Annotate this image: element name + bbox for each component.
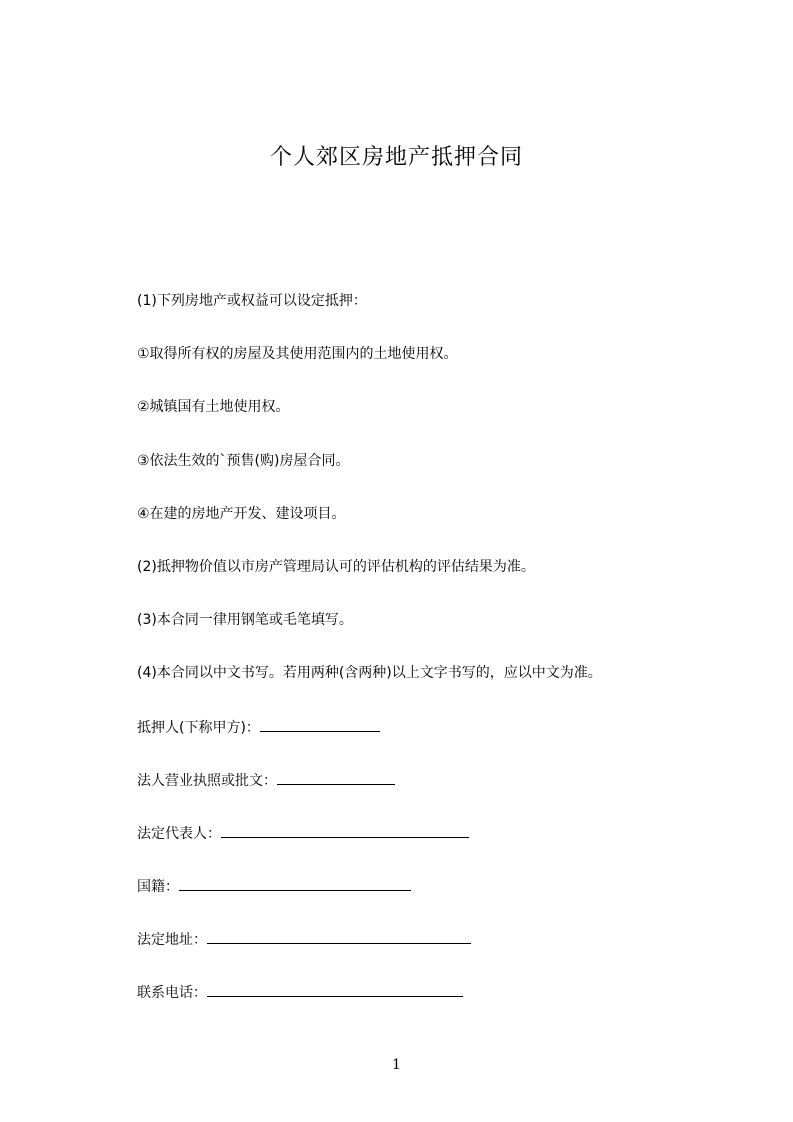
field-mortgagor xyxy=(137,719,380,737)
field-label: 法定地址： xyxy=(137,932,207,948)
fill-blank[interactable] xyxy=(207,931,471,944)
field-label: 联系电话： xyxy=(137,985,207,1001)
fill-blank[interactable] xyxy=(221,825,469,838)
fill-blank[interactable] xyxy=(260,719,380,732)
paragraph-8: (4)本合同以中文书写。若用两种(含两种)以上文字书写的，应以中文为准。 xyxy=(137,665,602,681)
paragraph-2: ①取得所有权的房屋及其使用范围内的土地使用权。 xyxy=(137,346,458,362)
paragraph-1: (1)下列房地产或权益可以设定抵押： xyxy=(137,293,367,309)
paragraph-7: (3)本合同一律用钢笔或毛笔填写。 xyxy=(137,612,353,628)
field-label: 国籍： xyxy=(137,879,179,895)
document-title: 个人郊区房地产抵押合同 xyxy=(269,145,523,170)
paragraph-6: (2)抵押物价值以市房产管理局认可的评估机构的评估结果为准。 xyxy=(137,559,535,575)
paragraph-5: ④在建的房地产开发、建设项目。 xyxy=(137,506,346,522)
fill-blank[interactable] xyxy=(207,984,463,997)
field-business-license xyxy=(137,772,395,790)
field-label: 法人营业执照或批文： xyxy=(137,773,277,789)
fill-blank[interactable] xyxy=(179,878,411,891)
paragraph-3: ②城镇国有土地使用权。 xyxy=(137,399,290,415)
field-nationality xyxy=(137,878,411,896)
field-legal-address xyxy=(137,931,471,949)
fill-blank[interactable] xyxy=(277,772,395,785)
field-label: 抵押人(下称甲方)： xyxy=(137,720,260,736)
paragraph-4: ③依法生效的`预售(购)房屋合同。 xyxy=(137,453,350,469)
field-label: 法定代表人： xyxy=(137,826,221,842)
field-phone xyxy=(137,984,463,1002)
field-legal-representative xyxy=(137,825,469,843)
page-number: 1 xyxy=(392,1057,401,1073)
